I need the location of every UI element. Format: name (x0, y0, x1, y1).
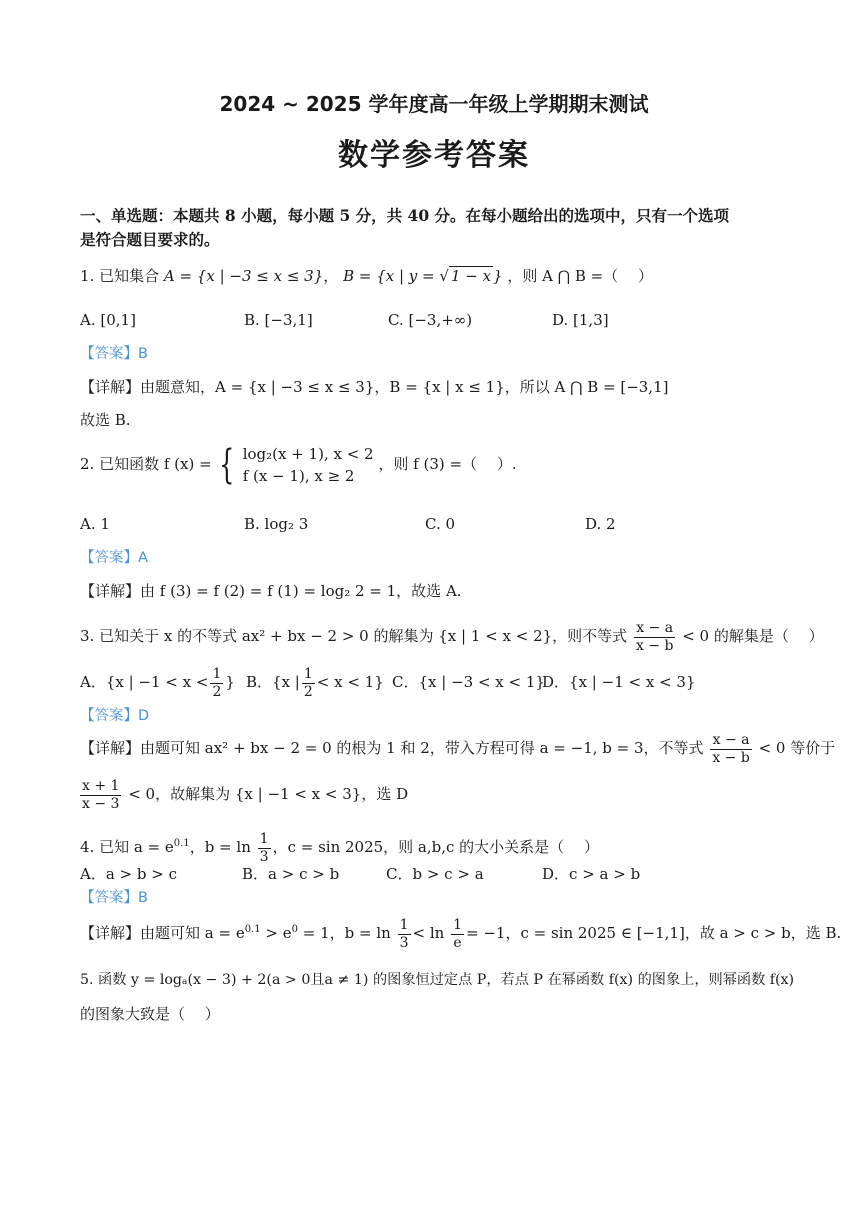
q4-option-b: B．a > c > b (242, 865, 340, 883)
q3-detail: 【详解】由题可知 ax² + bx − 2 = 0 的根为 1 和 2，带入方程可得 a = −1, b = 3，不等式 $\frac{x - a}{x - b}$ < 0 等价于 (80, 731, 836, 766)
q2-option-c: C. 0 (425, 515, 456, 533)
q4-option-d: D．c > a > b (542, 865, 641, 883)
q1-detail: 【详解】由题意知，A = {x | −3 ≤ x ≤ 3}，B = {x | x ≤ 1}，所以 A ⋂ B = [−3,1] (80, 378, 669, 396)
q4-option-a: A．a > b > c (80, 865, 177, 883)
q3-stem: 3. 已知关于 x 的不等式 ax² + bx − 2 > 0 的解集为 {x | 1 < x < 2}，则不等式 $\frac{x - a}{x - b}$ < 0 的解集是（ ） (80, 619, 824, 654)
q1-option-a: A. [0,1] (80, 311, 136, 329)
q2-option-d: D. 2 (585, 515, 616, 533)
q1-sqrt-radicand: 1 − x (450, 267, 492, 285)
q2-stem: 2. 已知函数 f (x) = { log₂(x + 1), x < 2 f (x − 1), x ≥ 2 ，则 f (3) =（ ）. (80, 442, 517, 488)
q2-detail: 【详解】由 f (3) = f (2) = f (1) = log₂ 2 = 1，故选 A. (80, 582, 462, 600)
q5-stem-line2: 的图象大致是（ ） (80, 1005, 220, 1023)
q1-stem: 1. 已知集合 A = {x | −3 ≤ x ≤ 3}， B = {x | y = √ 1 − x } ，则 A ⋂ B =（ ） (80, 267, 653, 285)
q1-set-a: A = {x | −3 ≤ x ≤ 3} (163, 267, 324, 285)
page-subtitle: 数学参考答案 (338, 138, 530, 173)
q3-option-b: B．{x | $\frac{1}{2}$ < x < 1} (246, 665, 384, 700)
q3-answer: 【答案】D (80, 708, 150, 724)
q2-brace: { (219, 442, 235, 488)
q1-option-c: C. [−3,+∞) (388, 311, 473, 329)
q3-option-d: D．{x | −1 < x < 3} (542, 673, 696, 691)
page-title: 2024 ~ 2025 学年度高一年级上学期期末测试 (219, 92, 649, 116)
q4-answer: 【答案】B (80, 890, 148, 906)
q2-answer: 【答案】A (80, 550, 148, 566)
q1-answer: 【答案】B (80, 346, 148, 362)
q2-case-1: log₂(x + 1), x < 2 (242, 445, 374, 463)
section-heading-line1: 一、单选题：本题共 8 小题，每小题 5 分，共 40 分。在每小题给出的选项中，只有一个选项 (80, 206, 730, 225)
section-heading-line2: 是符合题目要求的。 (80, 230, 220, 249)
q2-option-b: B. log₂ 3 (244, 515, 309, 533)
q1-option-b: B. [−3,1] (244, 311, 313, 329)
q2-option-a: A. 1 (80, 515, 110, 533)
q4-stem: 4. 已知 $a = e^{0.1}$，b = ln $\frac{1}{3}$ ，c = sin 2025，则 a,b,c 的大小关系是（ ） (80, 830, 599, 865)
q3-detail-2: $\frac{x + 1}{x - 3}$ < 0，故解集为 {x | −1 < x < 3}，选 D (82, 777, 409, 812)
q4-detail: 【详解】由题可知 $a = e^{0.1} > e^0 = 1$，b = ln $\frac{1}{3}$ < ln $\frac{1}{e}$ = −1，c = sin 2025 ∈ [−1,1]，故 a > c > b，选 B. (80, 916, 842, 951)
q5-stem-line1: 5. 函数 y = logₐ(x − 3) + 2(a > 0且a ≠ 1) 的图象恒过定点 P，若点 P 在幂函数 f(x) 的图象上，则幂函数 f(x) (80, 972, 795, 988)
q1-conclusion: 故选 B. (80, 411, 131, 429)
q4-option-c: C．b > c > a (386, 865, 484, 883)
q2-case-2: f (x − 1), x ≥ 2 (242, 467, 355, 485)
q3-option-c: C．{x | −3 < x < 1} (392, 673, 545, 691)
q3-option-a: A．{x | −1 < x < $\frac{1}{2}$ } (80, 665, 235, 700)
q1-option-d: D. [1,3] (552, 311, 609, 329)
q2-cases (243, 443, 374, 487)
q1-set-b-pre: B = {x | y = √ (343, 267, 449, 285)
q3-fraction: $\frac{x - a}{x - b}$ (635, 619, 674, 654)
